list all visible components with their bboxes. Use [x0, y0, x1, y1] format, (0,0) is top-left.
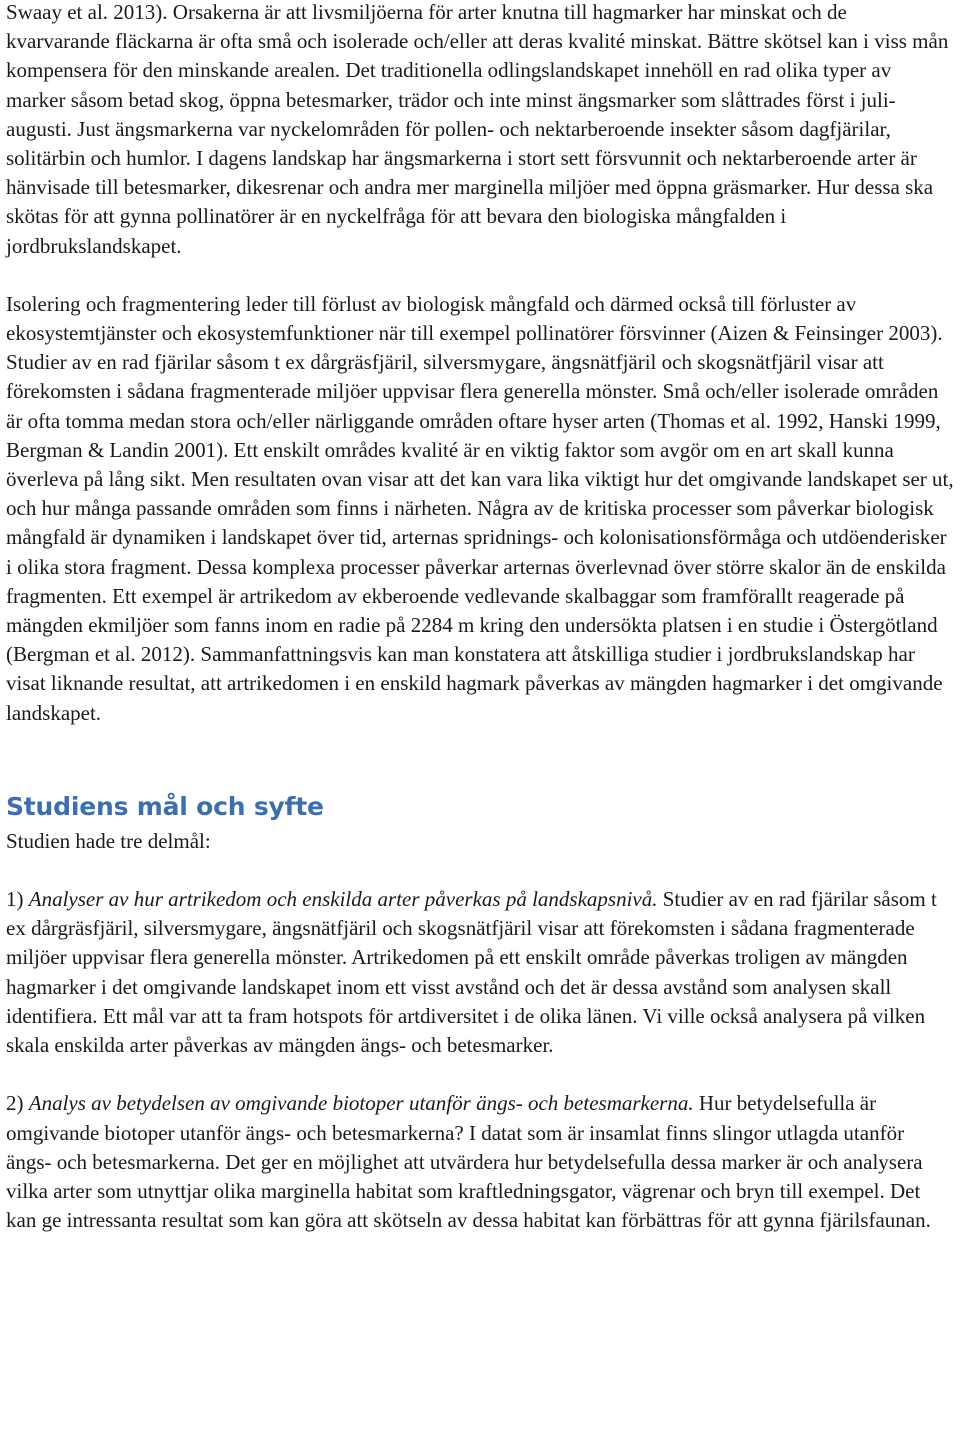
paragraph-habitat-loss: Swaay et al. 2013). Orsakerna är att livsmiljöerna för arter knutna till hagmarker har minskat och de kvarvarande fläckarna är ofta små och isolerade och/eller att deras kvalité minskat. Bättre skötsel kan i viss mån kompensera för den minskande arealen. Det traditionella odlingslandskapet innehöll en rad olika typer av marker såsom betad skog, öppna betesmarker, trädor och inte minst ängsmarker som slåttrades först i juli-augusti. Just ängsmarkerna var nyckelområden för pollen- och nektarberoende insekter såsom dagfjärilar, solitärbin och humlor. I dagens landskap har ängsmarkerna i stort sett försvunnit och nektarberoende arter är hänvisade till betesmarker, dikesrenar och andra mer marginella miljöer med öppna gräsmarker. Hur dessa ska skötas för att gynna pollinatörer är en nyckelfråga för att bevara den biologiska mångfalden i jordbrukslandskapet.	[6, 0, 949, 258]
goal-body: Hur betydelsefulla är omgivande biotoper utanför ängs- och betesmarkerna? I datat som är insamlat finns slingor utlagda utanför ängs- och betesmarkerna. Det ger en möjlighet att utvärdera hur betydelsefulla dessa marker är och analysera vilka arter som utnyttjar olika marginella habitat som kraftledningsgator, vägrenar och bryn till exempel. Det kan ge intressanta resultat som kan göra att skötseln av dessa habitat kan förbättras för att gynna fjärilsfaunan.	[6, 1091, 931, 1233]
section-heading: Studiens mål och syfte	[6, 791, 324, 821]
goal-item-2	[6, 1089, 954, 1235]
paragraph-fragmentation: Isolering och fragmentering leder till förlust av biologisk mångfald och därmed också till förluster av ekosystemtjänster och ekosystemfunktioner när till exempel pollinatörer försvinner (Aizen & Feinsinger 2003). Studier av en rad fjärilar såsom t ex dårgräsfjäril, silversmygare, ängsnätfjäril och skogsnätfjäril visar att förekomsten i sådana fragmenterade miljöer uppvisar flera generella mönster. Små och/eller isolerade områden är ofta tomma medan stora och/eller närliggande områden oftare hyser arten (Thomas et al. 1992, Hanski 1999, Bergman & Landin 2001). Ett enskilt områdes kvalité är en viktig faktor som avgör om en art skall kunna överleva på lång sikt. Men resultaten ovan visar att det kan vara lika viktigt hur det omgivande landskapet ser ut, och hur många passande områden som finns i närheten. Några av de kritiska processer som påverkar biologisk mångfald är dynamiken i landskapet över tid, arternas spridnings- och kolonisationsförmåga och utdöenderisker i olika stora fragment. Dessa komplexa processer påverkar arternas överlevnad över större skalor än de enskilda fragmenten. Ett exempel är artrikedom av ekberoende vedlevande skalbaggar som framförallt reagerade på mängden ekmiljöer som fanns inom en radie på 2284 m kring den undersökta platsen i en studie i Östergötland (Bergman et al. 2012). Sammanfattningsvis kan man konstatera att åtskilliga studier i jordbrukslandskap har visat liknande resultat, att artrikedomen i en enskild hagmark påverkas av mängden hagmarker i det omgivande landskapet.	[6, 291, 954, 725]
goal-item-1	[6, 885, 954, 1060]
goal-title: Analys av betydelsen av omgivande biotoper utanför ängs- och betesmarkerna.	[28, 1091, 694, 1116]
goal-number: 1)	[6, 887, 24, 912]
document-page	[6, 0, 954, 1235]
goal-title: Analyser av hur artrikedom och enskilda arter påverkas på landskapsnivå.	[28, 887, 658, 912]
goal-number: 2)	[6, 1091, 24, 1116]
goal-body: Studier av en rad fjärilar såsom t ex dårgräsfjäril, silversmygare, ängsnätfjäril och skogsnätfjäril visar att förekomsten i sådana fragmenterade miljöer uppvisar flera generella mönster. Artrikedomen på ett enskilt område påverkas troligen av mängden hagmarker i det omgivande landskapet inom ett visst avstånd och det är dessa avstånd som analysen skall identifiera. Ett mål var att ta fram hotspots för artdiversitet i de olika länen. Vi ville också analysera på vilken skala enskilda arter påverkas av mängden ängs- och betesmarker.	[6, 887, 937, 1058]
section-intro: Studien hade tre delmål:	[6, 828, 211, 853]
